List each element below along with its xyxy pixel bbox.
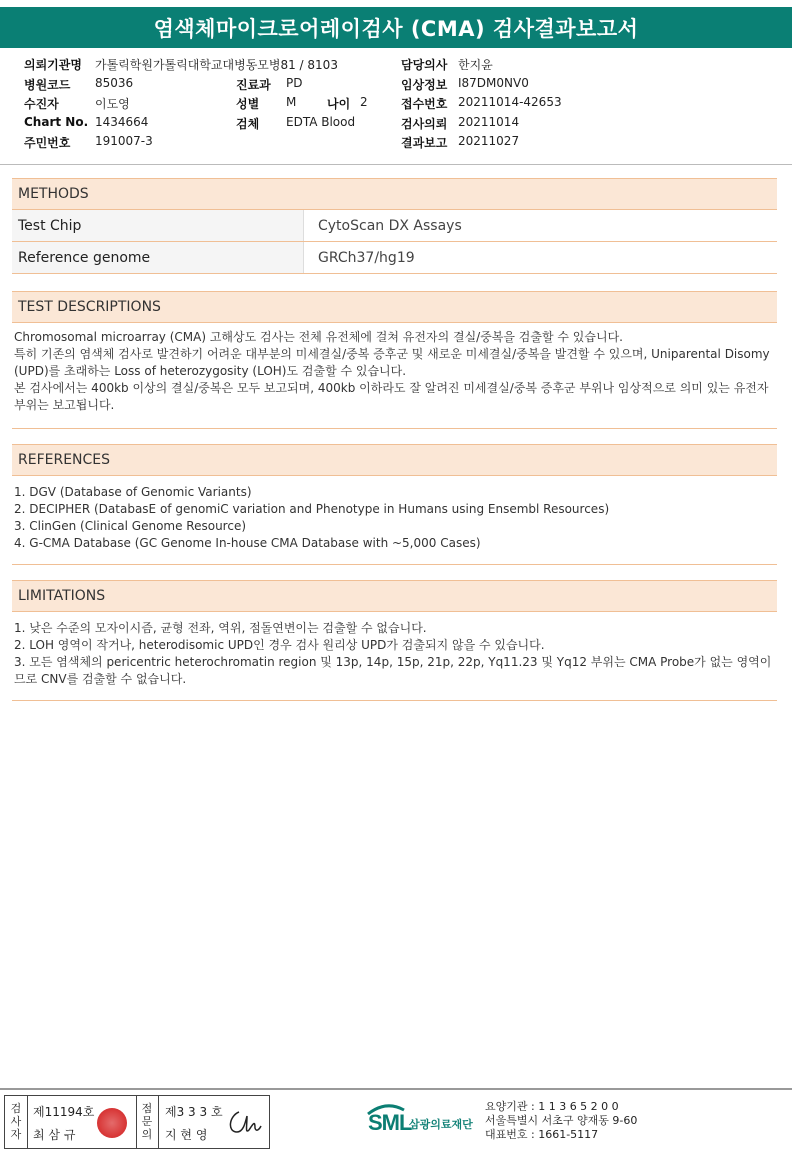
signature-box bbox=[4, 1095, 270, 1149]
report-title: 염색체마이크로어레이검사 (CMA) 검사결과보고서 bbox=[0, 7, 792, 48]
info-value: 191007-3 bbox=[95, 134, 153, 148]
specialist-label: 점문의 bbox=[141, 1102, 153, 1141]
info-value: PD bbox=[286, 76, 303, 90]
footer-line: 대표번호 : 1661-5117 bbox=[485, 1128, 599, 1141]
seal-stamp-icon bbox=[97, 1108, 127, 1138]
info-value: 한지윤 bbox=[458, 58, 493, 72]
info-label: 검사의뢰 bbox=[401, 117, 448, 131]
examiner-name: 최 삼 규 bbox=[33, 1128, 76, 1142]
info-value: 20211014 bbox=[458, 115, 520, 129]
methods-row bbox=[12, 242, 777, 274]
info-label: 의뢰기관명 bbox=[24, 58, 82, 72]
info-value: 20211014-42653 bbox=[458, 95, 562, 109]
info-label: 진료과 bbox=[236, 78, 271, 92]
footer-line: 서울특별시 서초구 양재동 9-60 bbox=[485, 1114, 638, 1127]
divider bbox=[0, 164, 792, 165]
signature-icon bbox=[225, 1104, 265, 1140]
info-label: 성별 bbox=[236, 97, 260, 111]
info-value: M bbox=[286, 95, 297, 109]
info-label: 병원코드 bbox=[24, 78, 71, 92]
section-divider bbox=[12, 564, 777, 565]
info-label: 임상정보 bbox=[401, 78, 448, 92]
reference-item: 4. G-CMA Database (GC Genome In-house CMA Database with ~5,000 Cases) bbox=[14, 536, 481, 550]
info-label: 접수번호 bbox=[401, 97, 448, 111]
section-divider bbox=[12, 700, 777, 701]
reference-item: 2. DECIPHER (DatabasE of genomiC variation and Phenotype in Humans using Ensembl Resources) bbox=[14, 502, 610, 516]
test-descriptions-heading: TEST DESCRIPTIONS bbox=[12, 291, 777, 323]
info-value: EDTA Blood bbox=[286, 115, 356, 129]
reference-item: 1. DGV (Database of Genomic Variants) bbox=[14, 485, 252, 499]
footer-address bbox=[485, 1100, 637, 1142]
specialist-license: 제3 3 3 호 bbox=[165, 1105, 223, 1119]
info-label: 검체 bbox=[236, 117, 260, 131]
examiner-license: 제11194호 bbox=[33, 1105, 95, 1119]
info-value: 이도영 bbox=[95, 97, 130, 111]
info-label: 결과보고 bbox=[401, 136, 448, 150]
sml-mark: SML bbox=[368, 1110, 412, 1135]
test-descriptions-section bbox=[12, 291, 777, 414]
description-paragraph: Chromosomal microarray (CMA) 고해상도 검사는 전체 유전체에 걸쳐 유전자의 결실/중복을 검출할 수 있습니다. bbox=[14, 330, 623, 344]
methods-value: GRCh37/hg19 bbox=[318, 249, 415, 266]
description-paragraph: 본 검사에서는 400kb 이상의 결실/중복은 모두 보고되며, 400kb 이하라도 잘 알려진 미세결실/중복 증후군 부위나 임상적으로 의미 있는 유전자 부위는 보고됩니다. bbox=[14, 381, 769, 412]
test-descriptions-body bbox=[12, 323, 777, 414]
report-footer bbox=[0, 1088, 792, 1158]
references-body bbox=[12, 476, 777, 552]
references-heading: REFERENCES bbox=[12, 444, 777, 476]
section-divider bbox=[12, 428, 777, 429]
methods-value: CytoScan DX Assays bbox=[318, 217, 462, 234]
sml-name: 삼광의료재단 bbox=[409, 1118, 473, 1131]
limitations-section bbox=[12, 580, 777, 688]
description-paragraph: 특히 기존의 염색체 검사로 발견하기 어려운 대부분의 미세결실/중복 증후군 및 새로운 미세결실/중복을 발견할 수 있으며, Uniparental Disomy (UPD)를 초래하는 Loss of heterozygosity (LOH)도 검출할 수 있습니다. bbox=[14, 347, 770, 378]
limitation-item: 1. 낮은 수준의 모자이시즘, 균형 전좌, 역위, 점돌연변이는 검출할 수 없습니다. bbox=[14, 621, 427, 635]
info-value: 가톨릭학원가톨릭대학교대병동모병81 / 8103 bbox=[95, 58, 338, 72]
info-label: 나이 bbox=[327, 97, 351, 111]
examiner-label: 검사자 bbox=[10, 1102, 22, 1141]
info-value: 85036 bbox=[95, 76, 134, 90]
limitation-item: 3. 모든 염색체의 pericentric heterochromatin region 및 13p, 14p, 15p, 21p, 22p, Yq11.23 및 Yq12 부위는 CMA Probe가 없는 영역이므로 CNV를 검출할 수 없습니다. bbox=[14, 655, 772, 686]
methods-key: Reference genome bbox=[12, 242, 304, 273]
limitation-item: 2. LOH 영역이 작거나, heterodisomic UPD인 경우 검사 원리상 UPD가 검출되지 않을 수 있습니다. bbox=[14, 638, 545, 652]
info-value: 1434664 bbox=[95, 115, 149, 129]
references-section bbox=[12, 444, 777, 552]
info-label: 주민번호 bbox=[24, 136, 71, 150]
specialist-name: 지 현 영 bbox=[165, 1128, 208, 1142]
footer-line: 요양기관 : 1 1 3 6 5 2 0 0 bbox=[485, 1100, 619, 1113]
methods-row bbox=[12, 210, 777, 242]
info-value: I87DM0NV0 bbox=[458, 76, 529, 90]
methods-section bbox=[12, 178, 777, 274]
limitations-heading: LIMITATIONS bbox=[12, 580, 777, 612]
info-value: 2 bbox=[360, 95, 368, 109]
info-label: 담당의사 bbox=[401, 58, 448, 72]
reference-item: 3. ClinGen (Clinical Genome Resource) bbox=[14, 519, 247, 533]
info-value: 20211027 bbox=[458, 134, 520, 148]
info-label: Chart No. bbox=[24, 115, 89, 129]
patient-info bbox=[0, 54, 792, 162]
methods-key: Test Chip bbox=[12, 210, 304, 241]
info-label: 수진자 bbox=[24, 97, 59, 111]
limitations-body bbox=[12, 612, 777, 688]
methods-heading: METHODS bbox=[12, 178, 777, 210]
